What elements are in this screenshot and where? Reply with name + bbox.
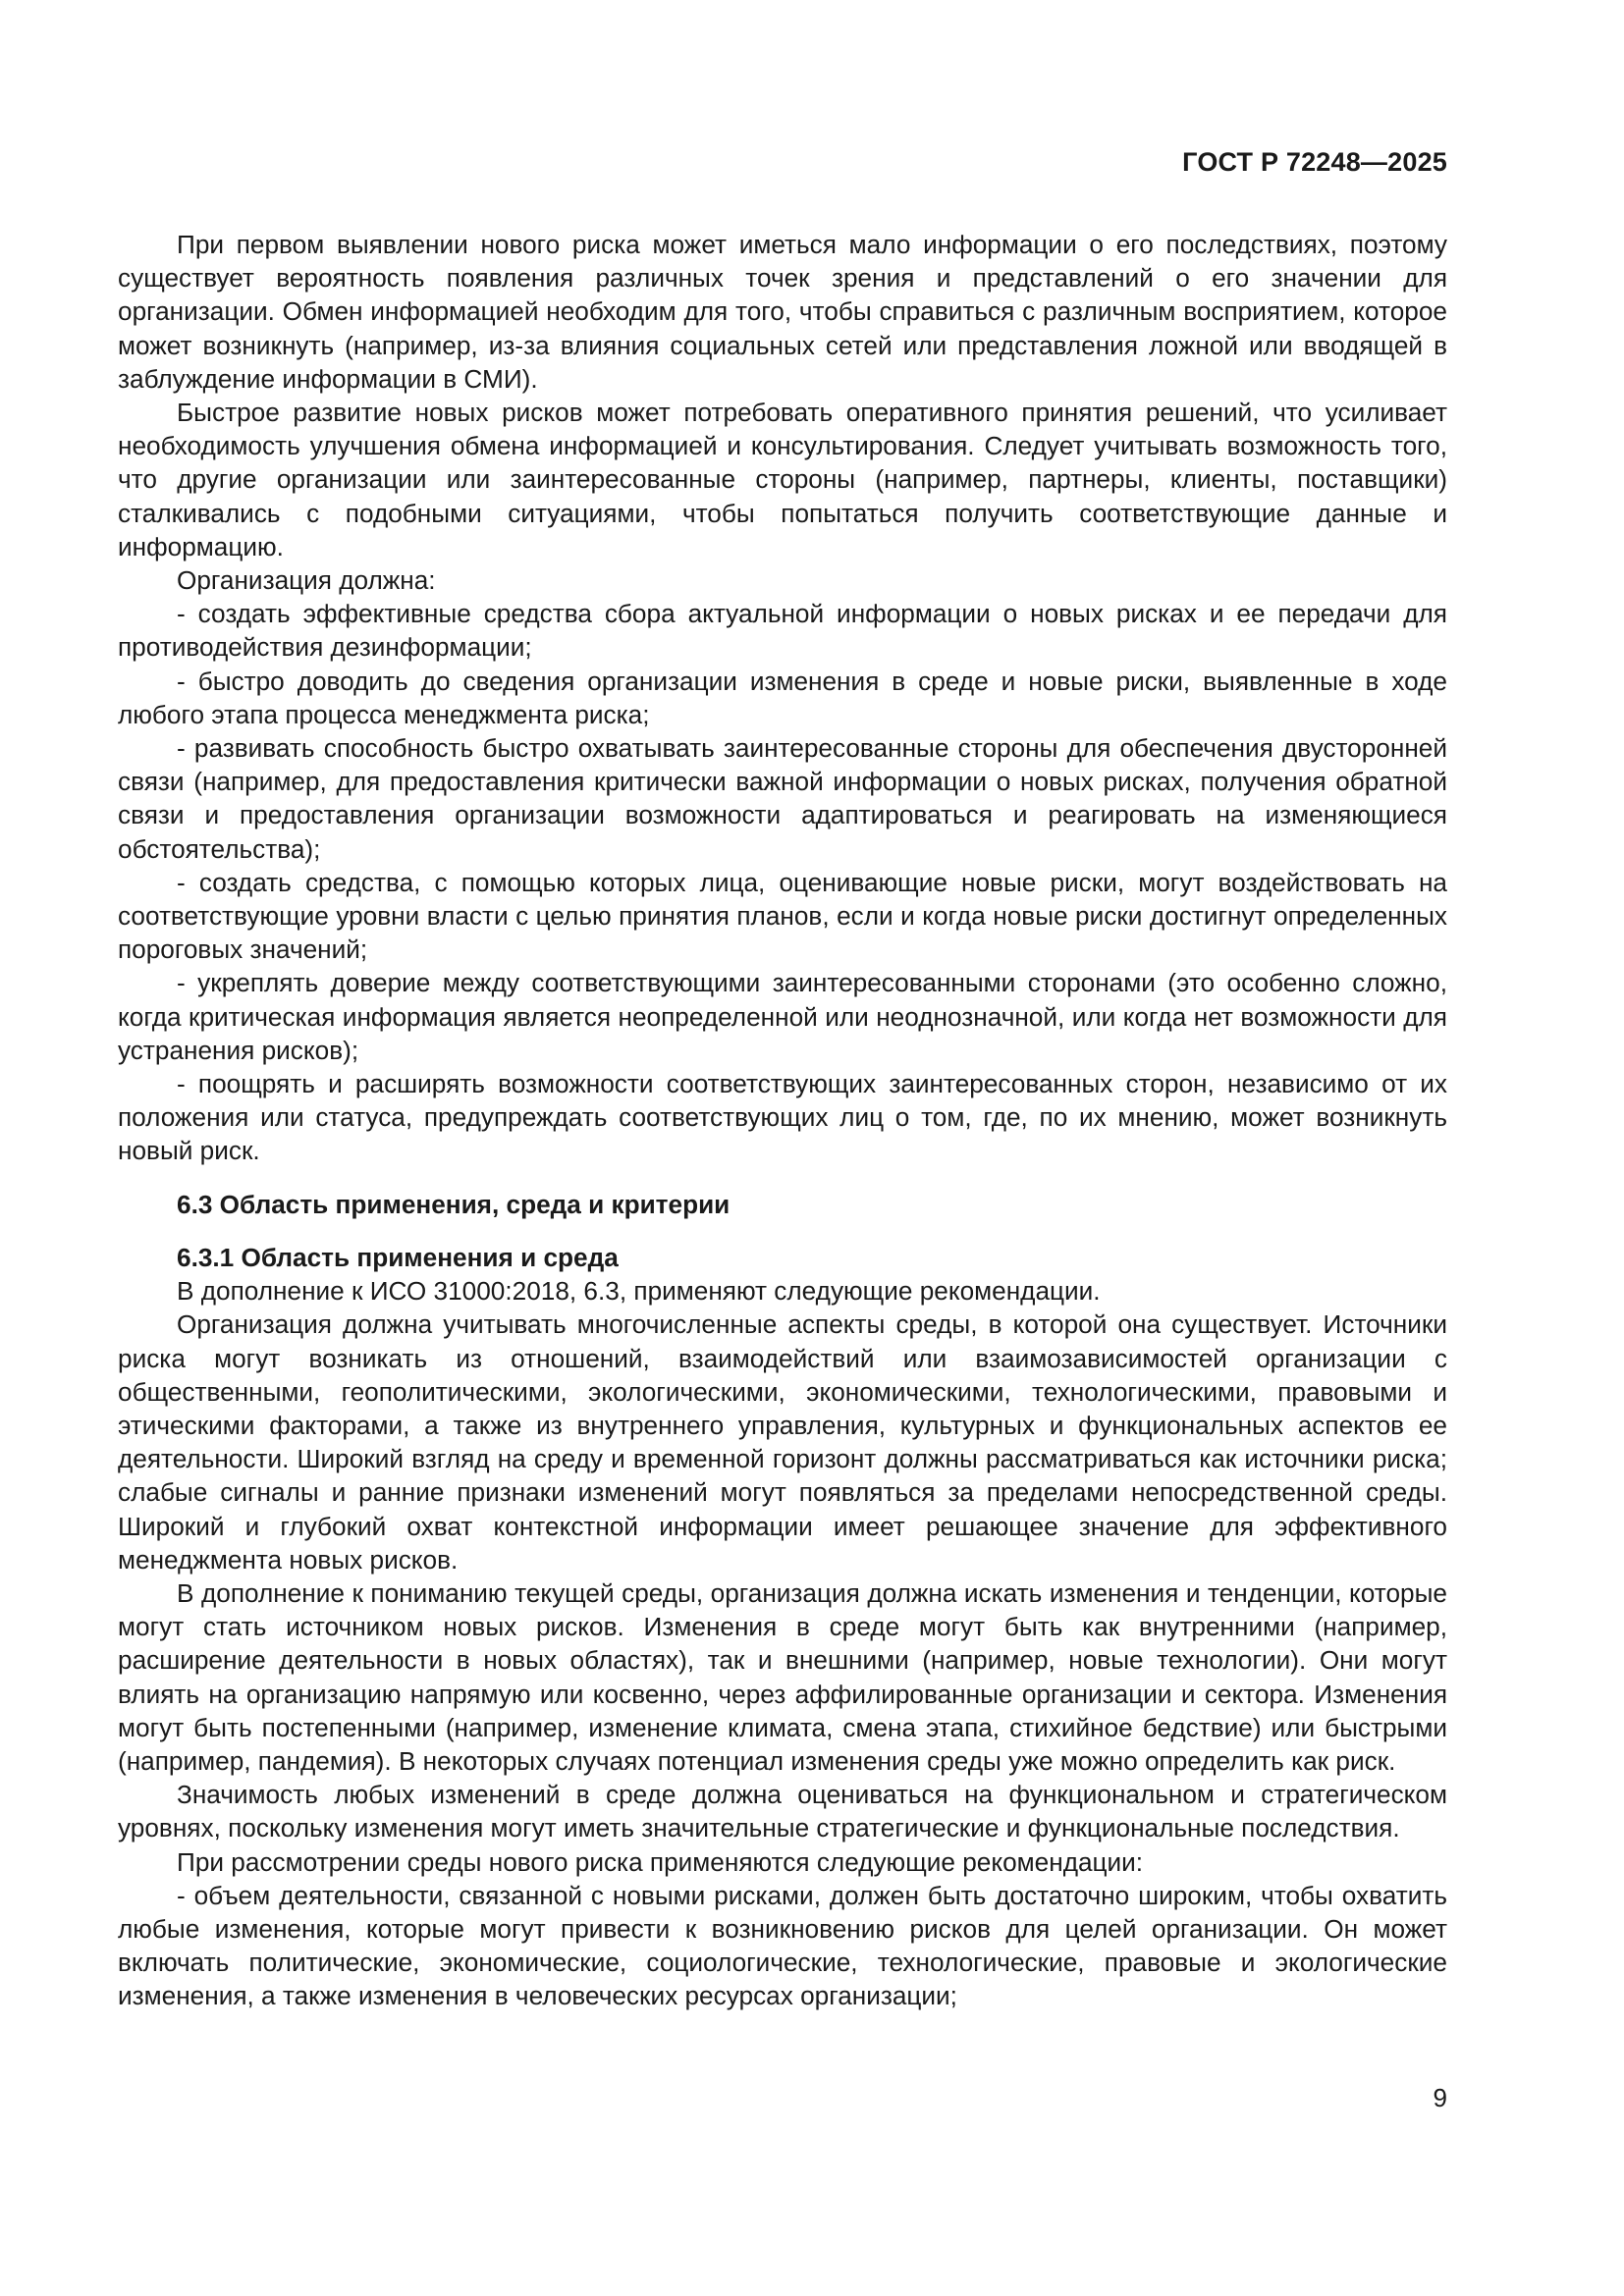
list-item: - быстро доводить до сведения организации изменения в среде и новые риски, выявленные в ходе любого этапа процесса менеджмента риска; <box>118 666 1447 729</box>
page-number: 9 <box>1433 2083 1447 2112</box>
paragraph: Значимость любых изменений в среде должна оцениваться на функциональном и стратегическом уровнях, поскольку изменения могут иметь значительные стратегические и функциональные последствия. <box>118 1780 1447 1843</box>
list-item: - развивать способность быстро охватывать заинтересованные стороны для обеспечения двусторонней связи (например, для предоставления критически важной информации о новых рисках, получения обратной связи и предоставления организации возможности адаптироваться и реагировать на изменяющиеся обстоятельства); <box>118 733 1447 864</box>
paragraph: В дополнение к ИСО 31000:2018, 6.3, применяют следующие рекомендации. <box>177 1276 1101 1307</box>
list-item: - создать эффективные средства сбора актуальной информации о новых рисках и ее передачи для противодействия дезинформации; <box>118 599 1447 663</box>
document-body <box>118 228 1447 2013</box>
paragraph: При первом выявлении нового риска может иметься мало информации о его последствиях, поэтому существует вероятность появления различных точек зрения и представлений о его значении для организации. Обмен информацией необходим для того, чтобы справиться с различным восприятием, которое может возникнуть (например, из-за влияния социальных сетей или представления ложной или вводящей в заблуждение информации в СМИ). <box>118 230 1447 394</box>
paragraph: При рассмотрении среды нового риска применяются следующие рекомендации: <box>177 1846 1144 1877</box>
document-header: ГОСТ Р 72248—2025 <box>1182 147 1447 177</box>
paragraph: Организация должна: <box>177 565 436 596</box>
list-item: - объем деятельности, связанной с новыми рисками, должен быть достаточно широким, чтобы охватить любые изменения, которые могут привести к возникновению рисков для целей организации. Он может включать политические, экономические, социологические, технологические, правовые и экологические изменения, а также изменения в человеческих ресурсах организации; <box>118 1880 1447 2011</box>
list-item: - поощрять и расширять возможности соответствующих заинтересованных сторон, независимо от их положения или статуса, предупреждать соответствующих лиц о том, где, по их мнению, может возникнуть новый риск. <box>118 1069 1447 1166</box>
paragraph: Быстрое развитие новых рисков может потребовать оперативного принятия решений, что усиливает необходимость улучшения обмена информацией и консультирования. Следует учитывать возможность того, что другие организации или заинтересованные стороны (например, партнеры, клиенты, поставщики) сталкивались с подобными ситуациями, чтобы попытаться получить соответствующие данные и информацию. <box>118 398 1447 561</box>
paragraph: В дополнение к пониманию текущей среды, организация должна искать изменения и тенденции, которые могут стать источником новых рисков. Изменения в среде могут быть как внутренними (например, расширение деятельности в новых областях), так и внешними (например, новые технологии). Они могут влиять на организацию напрямую или косвенно, через аффилированные организации и сектора. Изменения могут быть постепенными (например, изменение климата, смена этапа, стихийное бедствие) или быстрыми (например, пандемия). В некоторых случаях потенциал изменения среды уже можно определить как риск. <box>118 1577 1447 1776</box>
list-item: - укреплять доверие между соответствующими заинтересованными сторонами (это особенно сложно, когда критическая информация является неопределенной или неоднозначной, или когда нет возможности для устранения рисков); <box>118 968 1447 1065</box>
section-heading: 6.3 Область применения, среда и критерии <box>177 1189 731 1219</box>
paragraph: Организация должна учитывать многочисленные аспекты среды, в которой она существует. Источники риска могут возникать из отношений, взаимодействий или взаимозависимостей организации с общественными, геополитическими, экологическими, экономическими, технологическими, правовыми и этическими факторами, а также из внутреннего управления, культурных и функциональных аспектов ее деятельности. Широкий взгляд на среду и временной горизонт должны рассматриваться как источники риска; слабые сигналы и ранние признаки изменений могут появляться за пределами непосредственной среды. Широкий и глубокий охват контекстной информации имеет решающее значение для эффективного менеджмента новых рисков. <box>118 1309 1447 1575</box>
list-item: - создать средства, с помощью которых лица, оценивающие новые риски, могут воздействовать на соответствующие уровни власти с целью принятия планов, если и когда новые риски достигнут определенных пороговых значений; <box>118 867 1447 965</box>
subsection-heading: 6.3.1 Область применения и среда <box>177 1242 619 1272</box>
